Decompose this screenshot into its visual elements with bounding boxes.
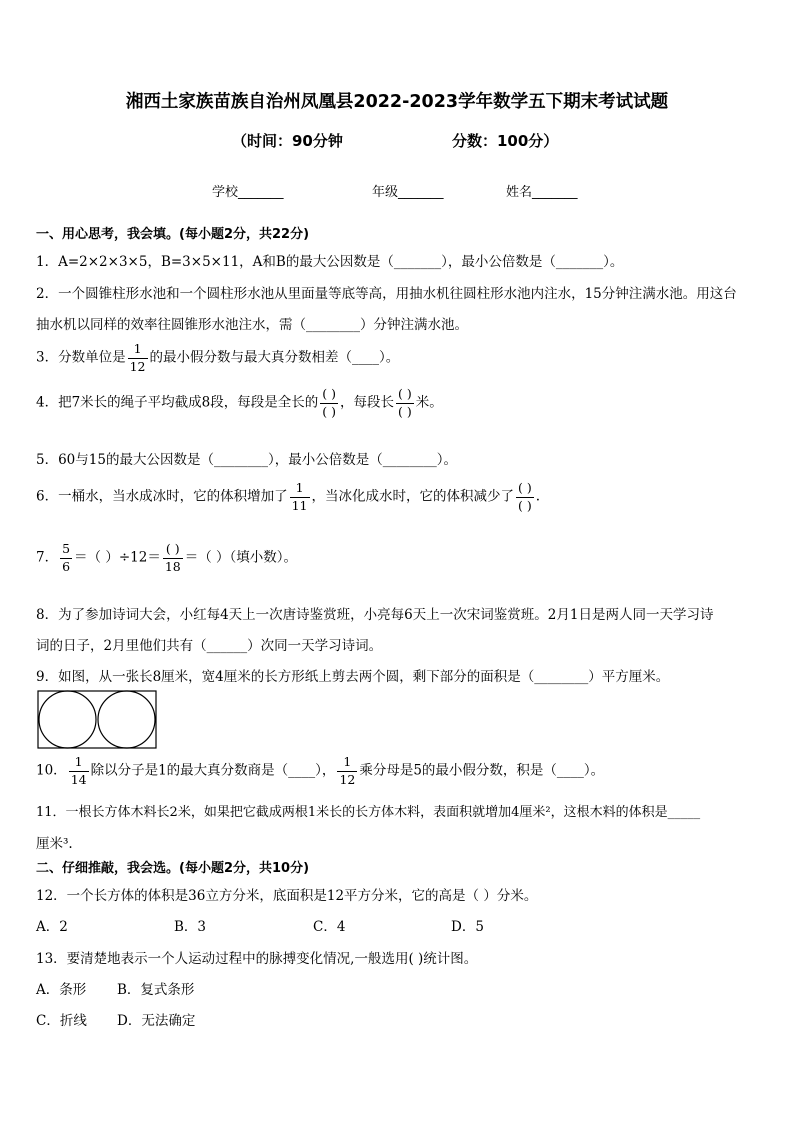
question-11-line-1: 11．一根长方体木料长2米，如果把它截成两根1米长的长方体木料，表面积就增加4厘米²，这根木料的体积是_____ [36,805,701,820]
question-9: 9．如图，从一张长8厘米，宽4厘米的长方形纸上剪去两个圆，剩下部分的面积是（________）平方厘米。 [36,669,670,685]
exam-time: （时间：90分钟 [232,132,343,150]
rectangle-circles-figure [37,690,159,750]
left-circle-shape [39,691,96,748]
q7-fraction-1: $\frac{5}{6}$ [62,541,71,574]
question-4: 4．把7米长的绳子平均截成8段，每段是全长的 $\frac{( )}{( )}$ ，每段长 $\frac{( )}{( )}$ 米。 [36,386,443,419]
question-8-line-2: 词的日子，2月里他们共有（______）次同一天学习诗词。 [36,638,383,654]
section-1-heading: 一、用心思考，我会填。(每小题2分，共22分) [36,227,310,242]
q13-option-d: D．无法确定 [117,1013,196,1029]
question-12: 12．一个长方体的体积是36立方分米，底面积是12平方分米，它的高是（ ）分米。 [36,888,538,904]
q4-fraction-1: $\frac{( )}{( )}$ [322,386,337,419]
question-10: 10． $\frac{1}{14}$ 除以分子是1的最大真分数商是（____）， $\frac{1}{12}$ 乘分母是5的最小假分数，积是（____）。 [36,754,605,787]
question-13: 13．要清楚地表示一个人运动过程中的脉搏变化情况,一般选用( )统计图。 [36,951,478,967]
q13-option-c: C．折线 [36,1013,87,1029]
school-field: 学校_______ [212,185,284,200]
question-3 [36,343,399,373]
q3-fraction: $\frac{1}{12}$ [129,341,146,374]
name-field: 姓名_______ [506,185,578,200]
question-2-line-1: 2．一个圆锥柱形水池和一个圆柱形水池从里面量等底等高，用抽水机往圆柱形水池内注水，15分钟注满水池。用这台 [36,286,737,302]
question-7: 7． $\frac{5}{6}$ ＝（ ）÷12＝ $\frac{( )}{18}$ ＝（ ）（填小数）。 [36,541,298,574]
question-2-line-2: 抽水机以同样的效率往圆锥形水池注水，需（________）分钟注满水池。 [36,317,468,333]
question-5: 5．60与15的最大公因数是（________），最小公倍数是（________）。 [36,452,457,468]
question-1: 1．A=2×2×3×5，B=3×5×11，A和B的最大公因数是（_______），最小公倍数是（_______）。 [36,254,624,270]
right-circle-shape [98,691,155,748]
q13-option-a: A．条形 [36,982,87,998]
q7-fraction-2: $\frac{( )}{18}$ [164,541,181,574]
exam-score: 分数：100分） [452,132,559,150]
q10-fraction-2: $\frac{1}{12}$ [339,754,356,787]
question-8-line-1: 8．为了参加诗词大会，小红每4天上一次唐诗鉴赏班，小亮每6天上一次宋词鉴赏班。2月1日是两人同一天学习诗 [36,607,714,623]
question-6: 6．一桶水，当水成冰时，它的体积增加了 $\frac{1}{11}$ ，当冰化成水时，它的体积减少了 $\frac{( )}{( )}$ . [36,480,541,513]
q12-option-a: A．2 [36,919,68,935]
q3-text-end: 的最小假分数与最大真分数相差（____）。 [149,349,400,366]
q6-fraction-2: $\frac{( )}{( )}$ [518,480,532,513]
q13-option-b: B．复式条形 [117,982,195,998]
q12-option-c: C．4 [313,919,346,935]
q12-option-d: D．5 [451,919,484,935]
section-2-heading: 二、仔细推敲，我会选。(每小题2分，共10分) [36,861,310,876]
q6-fraction-1: $\frac{1}{11}$ [291,480,308,513]
question-11-line-2: 厘米³. [36,836,73,852]
grade-field: 年级_______ [372,185,444,200]
q10-fraction-1: $\frac{1}{14}$ [70,754,87,787]
page-title: 湘西土家族苗族自治州凤凰县2022-2023学年数学五下期末考试试题 [125,92,669,112]
q12-option-b: B．3 [174,919,207,935]
q3-text: 3．分数单位是 [36,349,126,366]
q4-fraction-2: $\frac{( )}{( )}$ [398,386,412,419]
rectangle-shape [38,691,156,748]
